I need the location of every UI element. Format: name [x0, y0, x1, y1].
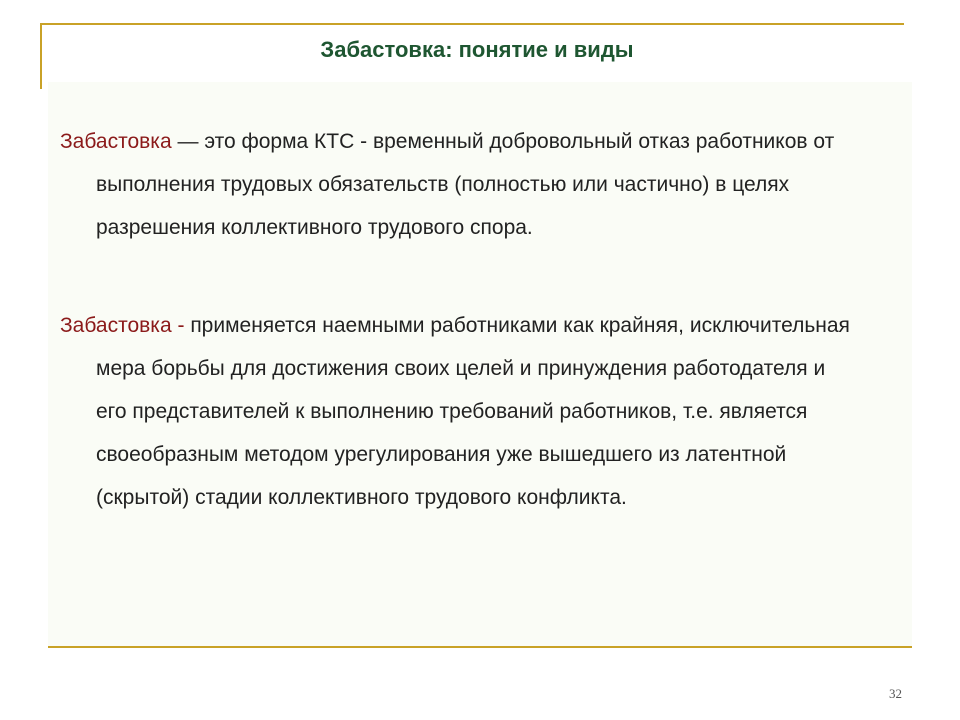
paragraph-text: применяется наемными работниками как крайняя, исключительная мера борьбы для достижения своих целей и принуждения работодателя и его представителей к выполнению требований работников, т.е. является своеобразным методом урегулирования уже вышедшего из латентной (скрытой) стадии коллективного трудового конфликта. — [96, 314, 850, 509]
page-number: 32 — [889, 686, 902, 701]
term-highlight: Забастовка — [60, 130, 172, 153]
bottom-rule — [48, 646, 912, 648]
frame-top-rule — [40, 23, 904, 25]
slide-title: Забастовка: понятие и виды — [320, 37, 634, 62]
paragraph-text: это форма КТС - временный добровольный отказ работников от выполнения трудовых обязательств (полностью или частично) в целях разрешения коллективного трудового спора. — [96, 130, 835, 239]
definition-paragraph-2 — [60, 304, 850, 519]
term-highlight: Забастовка - — [60, 314, 185, 337]
term-separator: — — [171, 130, 205, 153]
definition-paragraph-1 — [60, 120, 850, 249]
